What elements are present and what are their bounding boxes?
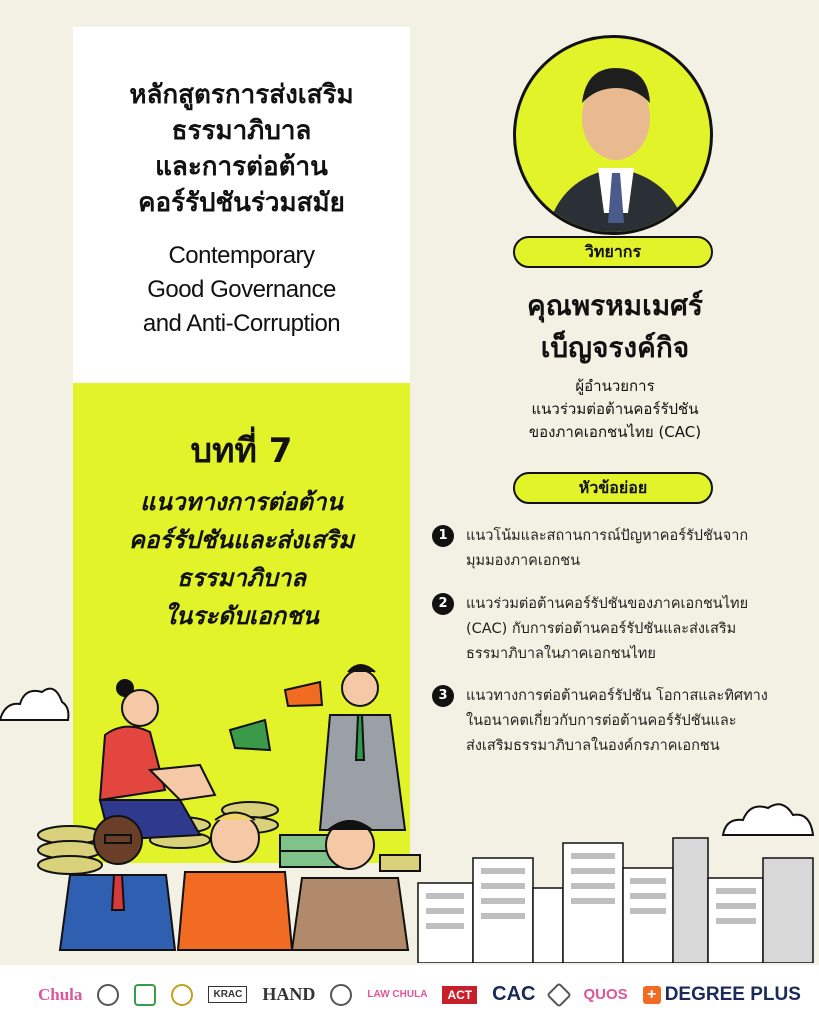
topic-line: แนวร่วมต่อต้านคอร์รัปชันของภาคเอกชนไทย — [466, 596, 749, 612]
topic-number-badge: 2 — [432, 593, 454, 615]
law-chula-logo: LAW CHULA — [367, 989, 428, 1000]
cac-logo: CAC — [492, 983, 536, 1005]
course-title-english — [73, 239, 410, 341]
topic-item — [432, 592, 802, 667]
speaker-name-line: คุณพรหมเมศร์ — [527, 289, 703, 322]
speaker-position-line: แนวร่วมต่อต้านคอร์รัปชัน — [531, 400, 699, 418]
plus-icon: + — [643, 986, 661, 1004]
crest-icon — [171, 984, 193, 1006]
topic-line: ธรรมาภิบาลในภาคเอกชนไทย — [466, 646, 656, 662]
topic-line: (CAC) กับการต่อต้านคอร์รัปชันและส่งเสริม — [466, 621, 737, 637]
course-title-thai-line: หลักสูตรการส่งเสริม — [129, 80, 354, 110]
topics-heading: หัวข้อย่อย — [513, 472, 713, 504]
course-title-panel — [73, 27, 410, 383]
course-title-thai-line: คอร์รัปชันร่วมสมัย — [138, 188, 345, 218]
chapter-title — [73, 483, 410, 635]
speaker-name-line: เบ็ญจรงค์กิจ — [540, 331, 690, 364]
topic-number-badge: 1 — [432, 525, 454, 547]
topic-text — [466, 592, 748, 667]
chapter-title-line: ธรรมาภิบาล — [177, 564, 306, 592]
course-title-english-line: Good Governance — [147, 276, 336, 303]
degree-plus-logo — [643, 984, 801, 1006]
topic-number-badge: 3 — [432, 685, 454, 707]
speaker-position-line: ผู้อำนวยการ — [575, 377, 655, 395]
speaker-role-badge: วิทยากร — [513, 236, 713, 268]
speaker-position — [460, 375, 770, 444]
cloud-icon — [0, 672, 70, 727]
speaker-avatar-icon — [516, 38, 713, 235]
chapter-title-line: ในระดับเอกชน — [164, 602, 319, 630]
act-logo: ACT — [442, 986, 477, 1004]
protest-illustration — [30, 660, 430, 965]
diamond-logo-icon — [547, 982, 572, 1007]
topic-text — [466, 684, 768, 759]
chula-logo-text: Chula — [38, 984, 83, 1004]
krac-logo: KRAC — [208, 986, 247, 1003]
topic-line: แนวทางการต่อต้านคอร์รัปชัน โอกาสและทิศทาง — [466, 688, 768, 704]
speaker-photo — [513, 35, 713, 235]
law-seal-icon — [330, 984, 352, 1006]
quos-logo: QUOS — [583, 986, 628, 1003]
seal-icon — [97, 984, 119, 1006]
course-title-english-line: and Anti-Corruption — [142, 310, 341, 337]
topic-line: ส่งเสริมธรรมาภิบาลในองค์กรภาคเอกชน — [466, 738, 720, 754]
topic-item — [432, 684, 802, 759]
chapter-title-line: แนวทางการต่อต้าน — [140, 488, 343, 516]
topic-line: แนวโน้มและสถานการณ์ปัญหาคอร์รัปชันจาก — [466, 528, 749, 544]
course-title-thai-line: ธรรมาภิบาล — [171, 116, 312, 146]
man-with-megaphone — [285, 665, 405, 830]
emblem-icon — [134, 984, 156, 1006]
speaker-name — [460, 285, 770, 369]
chula-logo — [38, 985, 82, 1005]
topic-line: ในอนาคตเกี่ยวกับการต่อต้านคอร์รัปชันและ — [466, 713, 737, 729]
course-title-thai — [73, 77, 410, 221]
course-title-english-line: Contemporary — [168, 242, 315, 269]
topic-text — [466, 524, 748, 574]
city-skyline-illustration — [408, 828, 819, 963]
course-title-thai-line: และการต่อต้าน — [155, 152, 328, 182]
topic-item — [432, 524, 802, 574]
footer-logos — [0, 965, 819, 1024]
chapter-title-line: คอร์รัปชันและส่งเสริม — [128, 526, 355, 554]
speaker-position-line: ของภาคเอกชนไทย (CAC) — [528, 423, 702, 441]
degree-plus-text: DEGREE PLUS — [664, 983, 801, 1005]
chapter-number: บทที่ 7 — [190, 431, 293, 471]
hand-logo: HAND — [262, 984, 316, 1004]
topic-line: มุมมองภาคเอกชน — [466, 553, 581, 569]
